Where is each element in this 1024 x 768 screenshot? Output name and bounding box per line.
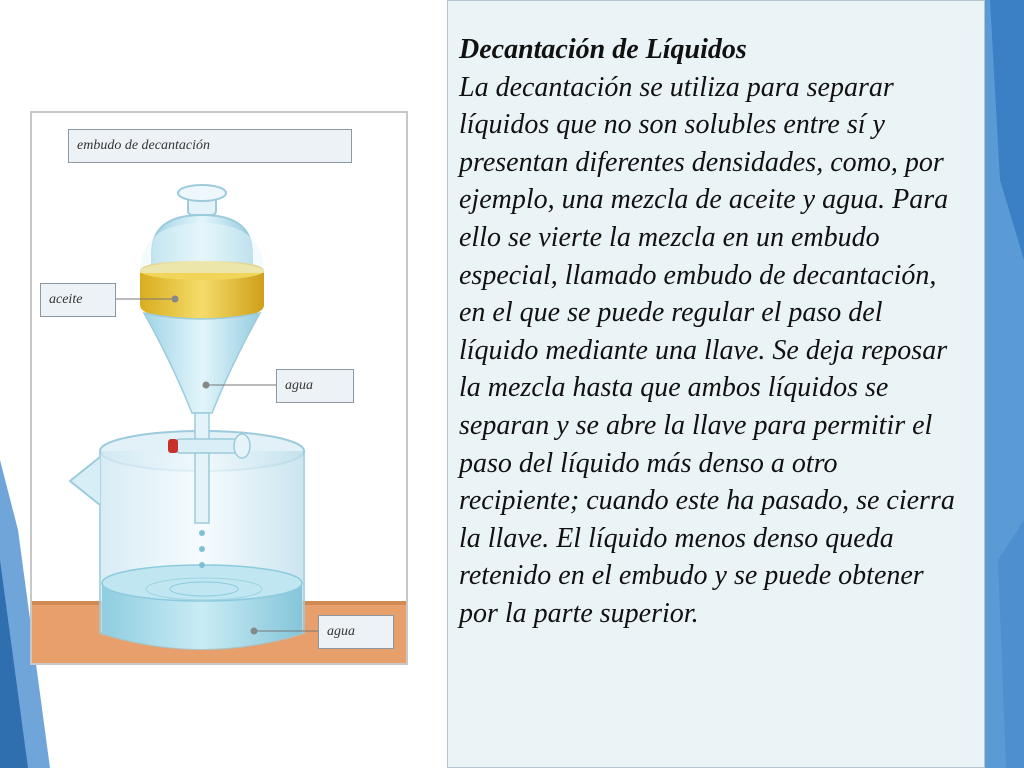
stopcock — [176, 439, 238, 453]
water-funnel-pointer-dot — [203, 382, 210, 389]
text-panel — [447, 0, 985, 768]
funnel-stopper — [178, 185, 226, 201]
water-drop — [199, 530, 205, 536]
stopcock-handle — [234, 434, 250, 458]
oil-pointer-dot — [172, 296, 179, 303]
water-beaker-pointer-dot — [251, 628, 258, 635]
decantation-illustration — [30, 111, 408, 665]
label-funnel: embudo de decantación — [68, 129, 352, 163]
water-drop — [199, 562, 205, 568]
text-content — [459, 31, 959, 633]
funnel-water — [144, 313, 260, 413]
beaker-spout — [70, 457, 100, 505]
section-title: Decantación de Líquidos — [459, 34, 747, 65]
water-drop — [199, 546, 205, 552]
label-water-beaker: agua — [318, 615, 394, 649]
label-oil: aceite — [40, 283, 116, 317]
label-water-funnel: agua — [276, 369, 354, 403]
stopcock-red-cap — [168, 439, 178, 453]
section-body: La decantación se utiliza para separar líquidos que no son solubles entre sí y presentan diferentes densidades, como, por ejemplo, una mezcla de aceite y agua. Para ello se vierte la mezcla en un embudo especial, llamado embudo de decantación, en el que se puede regular el paso del líquido mediante una llave. Se deja reposar la mezcla hasta que ambos líquidos se separan y se abre la llave para permitir el paso del líquido más denso a otro recipiente; cuando este ha pasado, se cierra la llave. El líquido menos denso queda retenido en el embudo y se puede obtener por la parte superior. — [459, 71, 955, 629]
funnel-tip — [195, 453, 209, 523]
